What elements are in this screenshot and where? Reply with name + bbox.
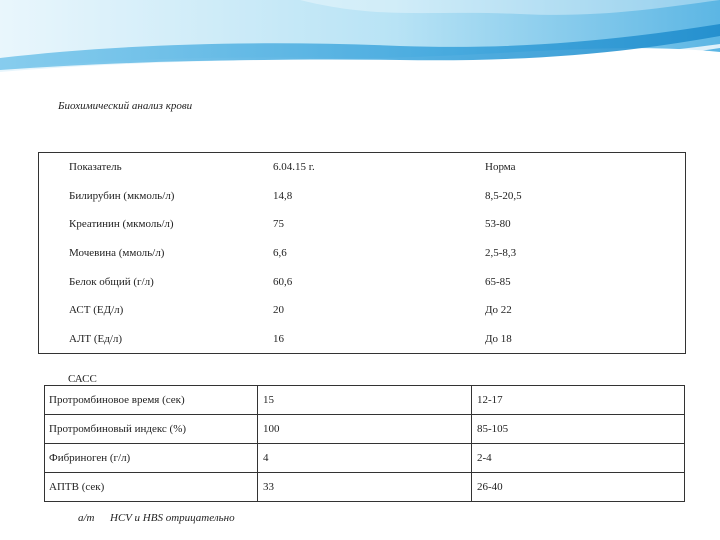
table-cell: АЛТ (Ед/л) bbox=[69, 332, 123, 345]
table-cell: Показатель bbox=[69, 161, 122, 174]
table-row bbox=[45, 473, 685, 502]
table-cell: До 18 bbox=[485, 332, 512, 345]
table-row bbox=[39, 325, 686, 354]
table-cell: 14,8 bbox=[273, 189, 293, 202]
table-cell: 26-40 bbox=[472, 473, 685, 502]
coag-section-label: САСС bbox=[68, 373, 97, 385]
table-cell: Креатинин (мкмоль/л) bbox=[69, 218, 174, 231]
table-cell: 60,6 bbox=[273, 275, 293, 288]
page-title: Биохимический анализ крови bbox=[58, 100, 193, 112]
table-cell: 16 bbox=[273, 332, 284, 345]
table-cell: 85-105 bbox=[472, 415, 685, 444]
table-row bbox=[39, 296, 686, 325]
table-row bbox=[45, 386, 685, 415]
table-cell: 65-85 bbox=[485, 275, 511, 288]
table-cell: Протромбиновое время (сек) bbox=[45, 386, 258, 415]
coagulation-table bbox=[44, 385, 685, 502]
decorative-wave-banner bbox=[0, 0, 720, 90]
table-row bbox=[45, 415, 685, 444]
table-cell: Фибриноген (г/л) bbox=[45, 444, 258, 473]
table-cell: 4 bbox=[258, 444, 472, 473]
table-cell: АСТ (ЕД/л) bbox=[69, 304, 124, 317]
table-cell: 53-80 bbox=[485, 218, 511, 231]
biochem-table bbox=[38, 152, 686, 354]
table-cell: 20 bbox=[273, 304, 284, 317]
table-row bbox=[39, 210, 686, 239]
table-cell: Белок общий (г/л) bbox=[69, 275, 154, 288]
footnote-text: HCV и HBS отрицательно bbox=[110, 512, 235, 524]
table-cell: 33 bbox=[258, 473, 472, 502]
table-row bbox=[39, 267, 686, 296]
table-cell: Протромбиновый индекс (%) bbox=[45, 415, 258, 444]
table-cell: 15 bbox=[258, 386, 472, 415]
table-cell: 12-17 bbox=[472, 386, 685, 415]
table-cell: Мочевина (ммоль/л) bbox=[69, 247, 165, 260]
table-cell: 8,5-20,5 bbox=[485, 189, 522, 202]
table-cell: 6.04.15 г. bbox=[273, 161, 315, 174]
table-cell: 2,5-8,3 bbox=[485, 247, 517, 260]
table-cell: До 22 bbox=[485, 304, 512, 317]
table-cell: 100 bbox=[258, 415, 472, 444]
table-cell: 2-4 bbox=[472, 444, 685, 473]
table-row bbox=[39, 153, 686, 182]
table-row bbox=[45, 444, 685, 473]
table-cell: 6,6 bbox=[273, 247, 287, 260]
table-cell: 75 bbox=[273, 218, 284, 231]
table-cell: Норма bbox=[485, 161, 516, 174]
table-row bbox=[39, 182, 686, 211]
table-row bbox=[39, 239, 686, 268]
table-cell: АПТВ (сек) bbox=[45, 473, 258, 502]
table-cell: Билирубин (мкмоль/л) bbox=[69, 189, 175, 202]
footnote-label: a/m bbox=[78, 512, 95, 524]
